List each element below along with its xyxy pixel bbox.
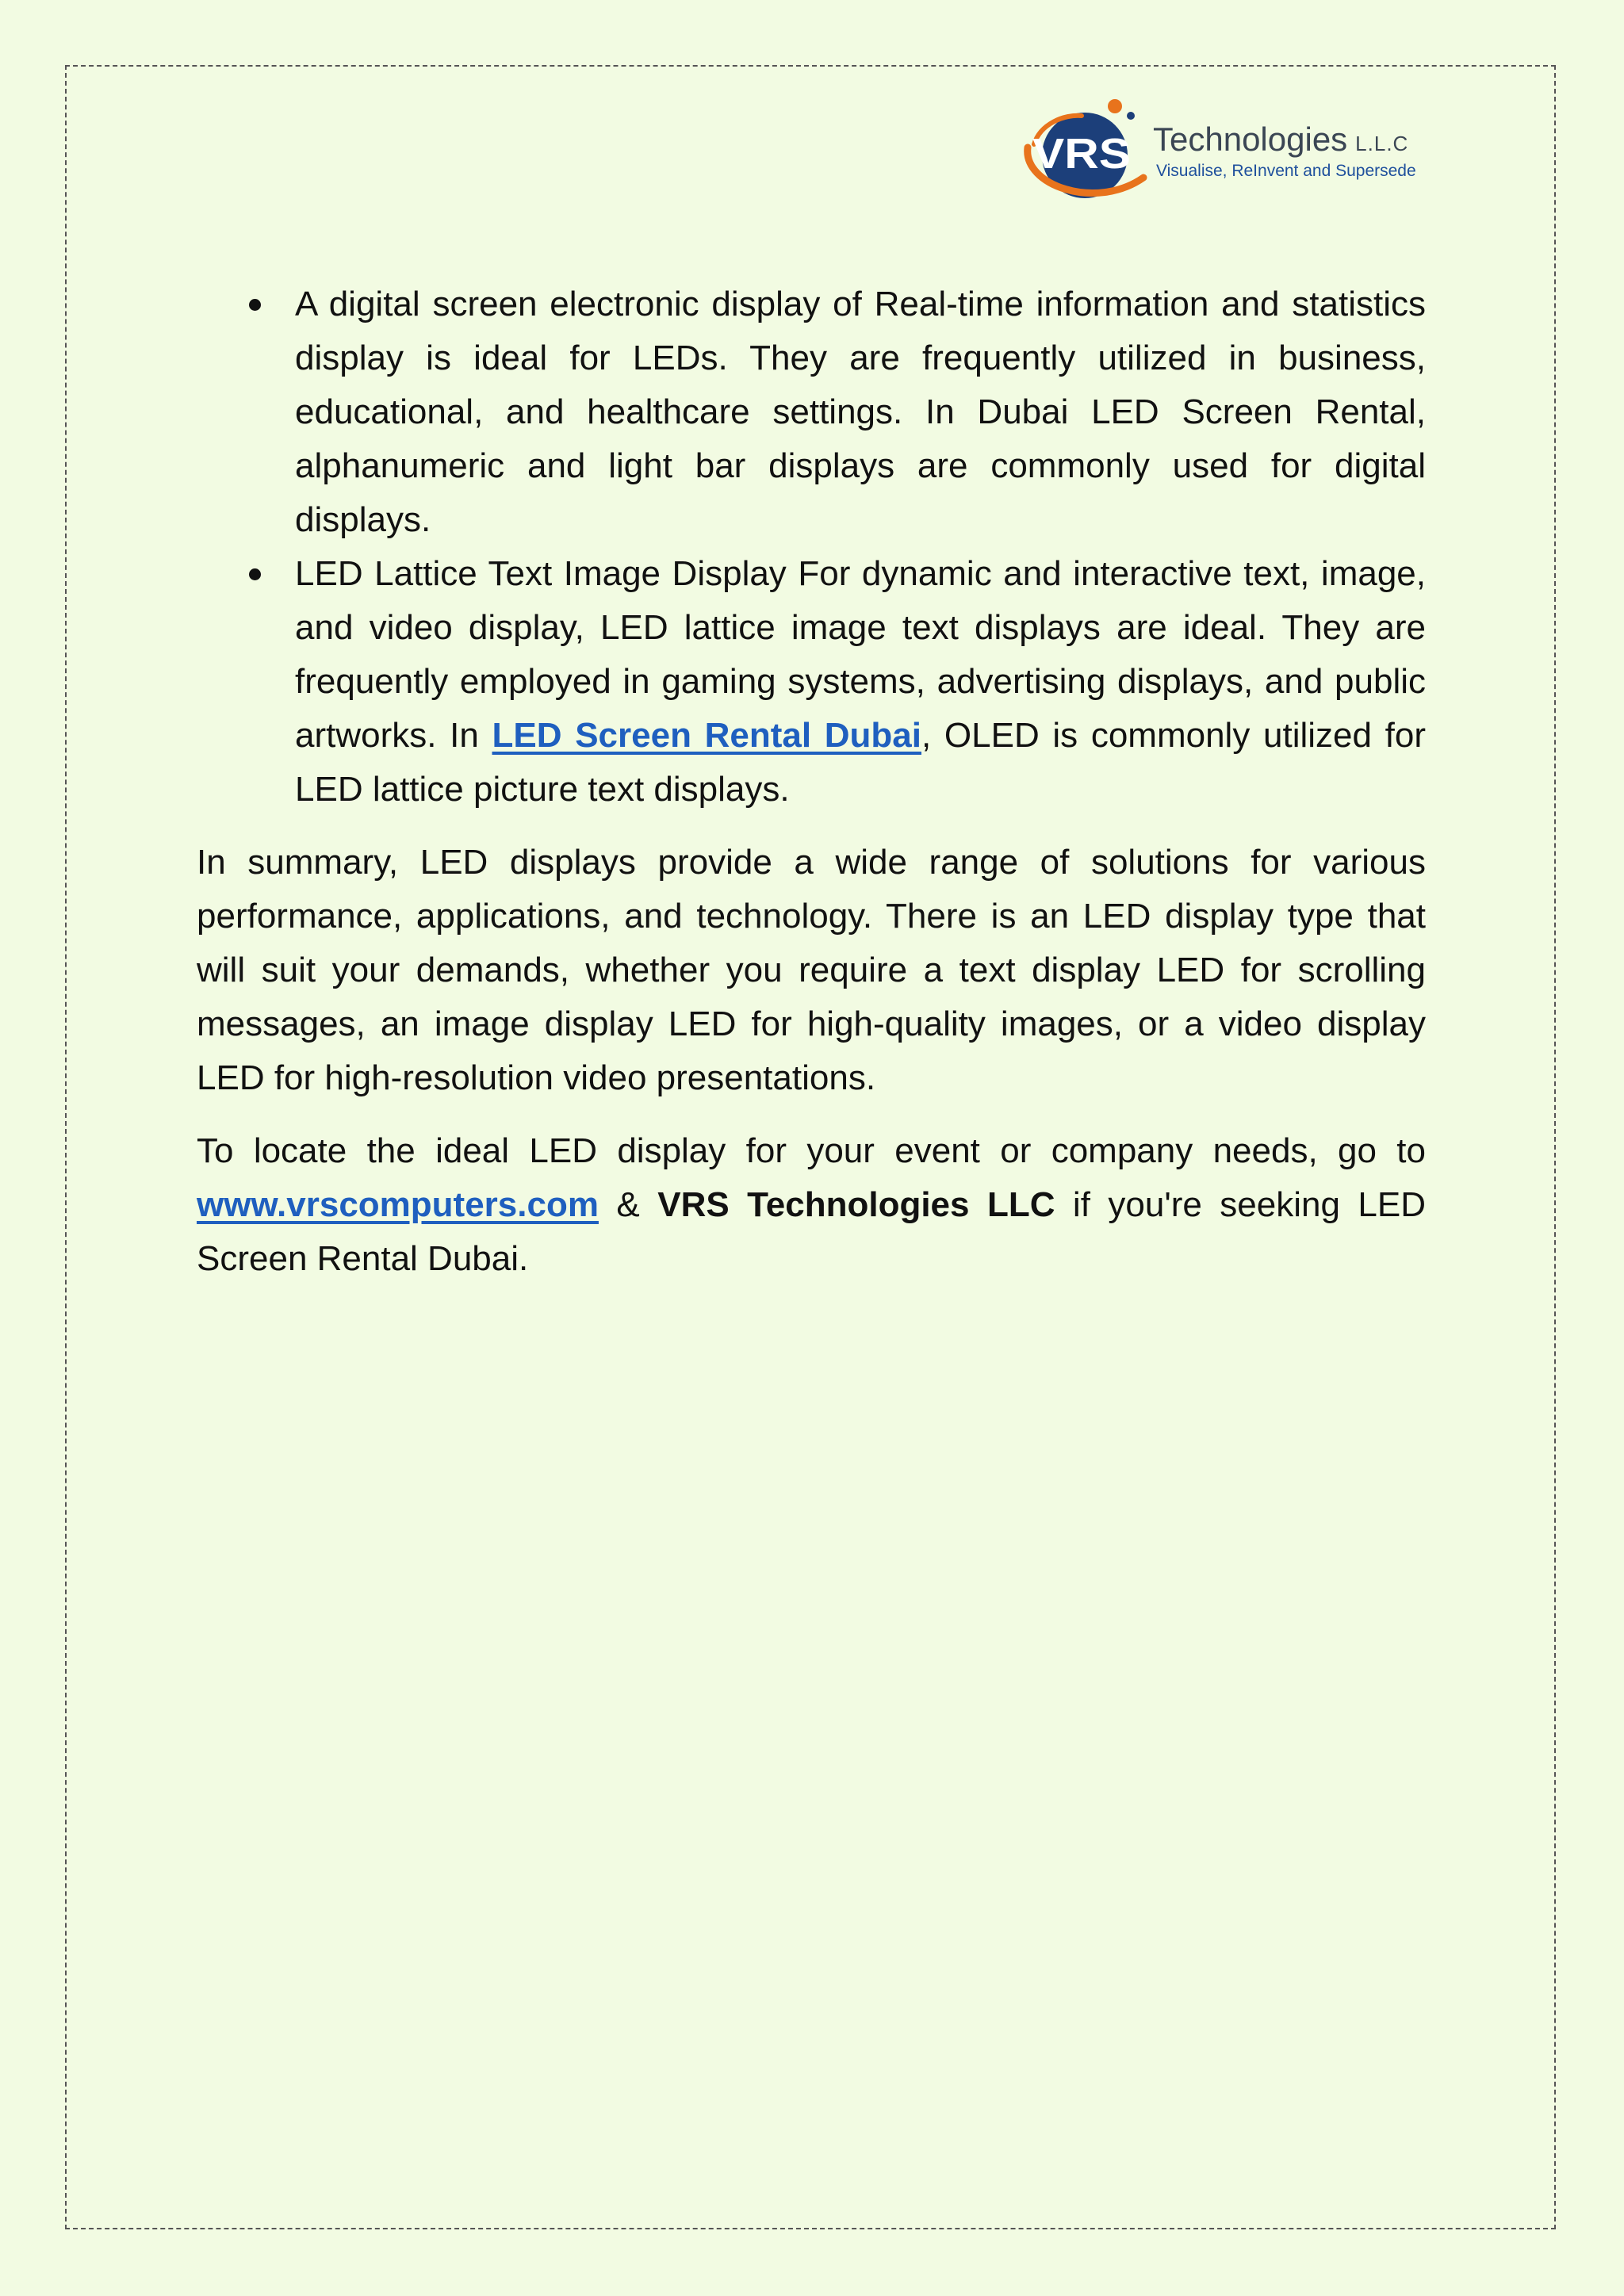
document-body [197,277,1426,1286]
closing-ampersand: & [598,1185,658,1224]
led-screen-rental-dubai-link[interactable]: LED Screen Rental Dubai [492,716,921,755]
company-name-bold: VRS Technologies LLC [657,1185,1055,1224]
closing-paragraph [197,1124,1426,1286]
company-logo [1017,92,1429,211]
bullet-item-2 [197,547,1426,817]
bullet-1-text: A digital screen electronic display of Real-time information and statistics display is ideal for LEDs. They are frequently utilized in business, educational, and healthcare settings. In Dubai LED Screen Rental, alphanumeric and light bar displays are commonly used for digital displays. [295,285,1426,539]
company-suffix: L.L.C [1355,132,1409,155]
bullet-list [197,277,1426,817]
company-tagline: Visualise, ReInvent and Supersede [1156,162,1416,180]
logo-letter-v: VRS [1032,130,1131,178]
closing-text-after: if you're seeking LED Screen Rental Dubai. [197,1185,1426,1278]
bullet-dot-icon [249,568,261,580]
bullet-2-text-before: LED Lattice Text Image Display For dynamic and interactive text, image, and video display, LED lattice image text displays are ideal. They are frequently employed in gaming systems, advertising displays, and public artworks. In [295,554,1426,755]
vrs-globe-logo-icon [1017,92,1151,211]
bullet-dot-icon [249,299,261,311]
bullet-item-1 [197,277,1426,547]
closing-text-before: To locate the ideal LED display for your event or company needs, go to [197,1131,1426,1170]
vrscomputers-link[interactable]: www.vrscomputers.com [197,1185,599,1224]
company-name: Technologies L.L.C [1153,121,1409,158]
summary-paragraph: In summary, LED displays provide a wide range of solutions for various performance, applications, and technology. There is an LED display type that will suit your demands, whether you require a text display LED for scrolling messages, an image display LED for high-quality images, or a video display LED for high-resolution video presentations. [197,843,1426,1097]
bullet-2-text-after: , OLED is commonly utilized for LED lattice picture text displays. [295,716,1426,809]
